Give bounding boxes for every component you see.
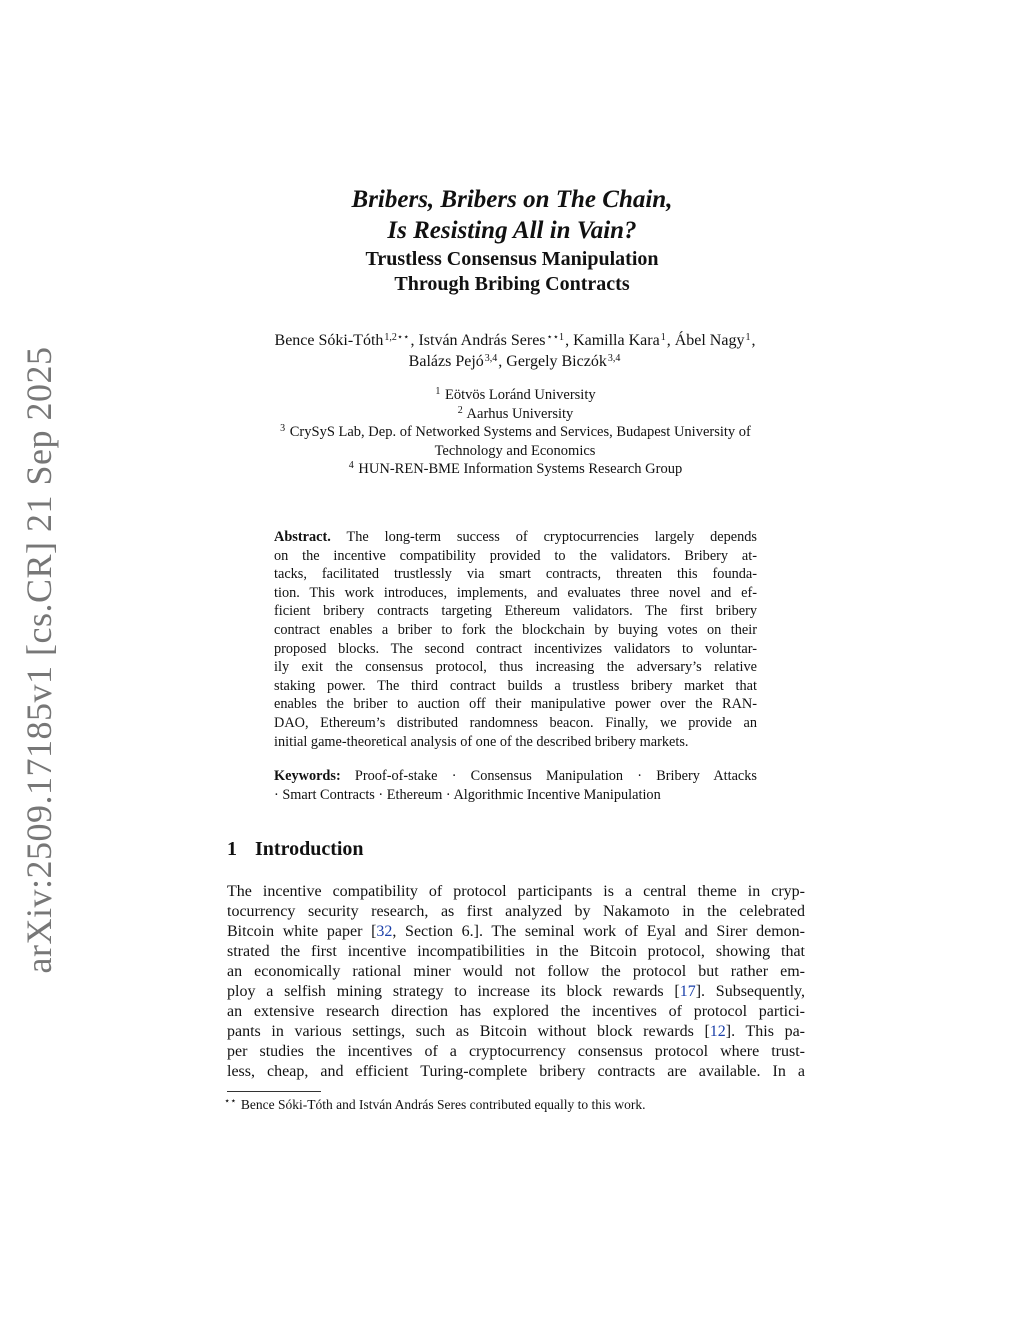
keywords-line <box>274 767 757 786</box>
abstract-line: on the incentive compatibility provided to the validators. Bribery at- <box>274 547 757 564</box>
author-name: Bence Sóki-Tóth <box>274 332 384 349</box>
body-line: tocurrency security research, as first analyzed by Nakamoto in the celebrated <box>227 903 805 920</box>
keywords-label: Keywords: <box>274 768 341 784</box>
body-line: an economically rational miner would not follow the protocol but rather em- <box>227 963 805 980</box>
citation-link[interactable]: 12 <box>709 1023 726 1040</box>
keywords-text: Proof-of-stake · Consensus Manipulation · Bribery Attacks <box>354 768 757 784</box>
section-number: 1 <box>227 838 237 860</box>
author-separator: , <box>565 332 574 349</box>
affiliation <box>200 442 830 461</box>
affiliation-text: CrySyS Lab, Dep. of Networked Systems and Services, Budapest University of <box>289 424 751 440</box>
section-heading <box>227 838 364 861</box>
author-separator: , <box>410 332 419 349</box>
body-line <box>227 922 805 942</box>
author-name: Kamilla Kara <box>573 332 660 349</box>
affiliation-list <box>200 386 830 479</box>
author-line-1 <box>200 330 830 351</box>
affiliation-number: 3 <box>280 423 286 434</box>
abstract <box>274 528 757 751</box>
body-text: pants in various settings, such as Bitcoin without block rewards [ <box>227 1023 710 1040</box>
affiliation <box>200 386 830 405</box>
author-affiliation-marks: 3,4 <box>484 353 498 364</box>
author-name: Gergely Biczók <box>506 353 607 370</box>
author-affiliation-marks: 1,2⋆⋆ <box>384 332 410 343</box>
body-text: , Section 6.]. The seminal work of Eyal and Sirer demon- <box>392 923 806 940</box>
author-separator: , <box>666 332 675 349</box>
affiliation-text: Eötvös Loránd University <box>445 387 596 403</box>
body-line: less, cheap, and efficient Turing-complete bribery contracts are available. In a <box>227 1063 805 1080</box>
author-list <box>200 330 830 372</box>
footnote-rule <box>227 1091 321 1092</box>
abstract-line <box>274 528 757 547</box>
abstract-line: staking power. The third contract builds a trustless bribery market that <box>274 677 757 694</box>
title-block <box>0 184 1024 296</box>
abstract-line: DAO, Ethereum’s distributed randomness beacon. Finally, we provide an <box>274 714 757 731</box>
author-affiliation-marks: ⋆⋆1 <box>546 332 565 343</box>
abstract-line: ily exit the consensus protocol, thus increasing the adversary’s relative <box>274 659 757 676</box>
abstract-line: enables the briber to auction off their manipulative power over the RAN- <box>274 696 757 713</box>
affiliation-text: Aarhus University <box>466 405 574 422</box>
abstract-line: tion. This work introduces, implements, and evaluates three novel and ef- <box>274 584 757 601</box>
abstract-line: proposed blocks. The second contract incentivizes validators to voluntar- <box>274 640 757 657</box>
affiliation-number: 4 <box>348 460 354 471</box>
author-name: Ábel Nagy <box>674 332 745 349</box>
body-text: ploy a selfish mining strategy to increase its block rewards [ <box>227 983 680 1000</box>
body-text: Bitcoin white paper [ <box>227 923 377 940</box>
author-name: István András Seres <box>418 332 546 349</box>
abstract-line: contract enables a briber to fork the blockchain by buying votes on their <box>274 621 757 638</box>
body-line: per studies the incentives of a cryptocurrency consensus protocol where trust- <box>227 1043 805 1060</box>
author-affiliation-marks: 3,4 <box>607 353 621 364</box>
author-name: Balázs Pejó <box>408 353 484 370</box>
body-text: ]. This pa- <box>725 1023 805 1040</box>
affiliation-text: HUN-REN-BME Information Systems Research Group <box>358 461 683 477</box>
body-line: strated the first incentive incompatibilities in the Bitcoin protocol, showing that <box>227 943 805 960</box>
affiliation-number: 2 <box>457 404 463 416</box>
abstract-line: ficient bribery contracts targeting Ethereum validators. The first bribery <box>274 603 757 620</box>
arxiv-identifier: arXiv:2509.17185v1 [cs.CR] 21 Sep 2025 <box>19 346 59 974</box>
body-line <box>227 1022 805 1042</box>
body-paragraph <box>227 882 805 1082</box>
footnote-text: Bence Sóki-Tóth and István András Seres contributed equally to this work. <box>240 1097 646 1112</box>
paper-subtitle-line-1: Trustless Consensus Manipulation <box>365 248 659 270</box>
keywords-line: · Smart Contracts · Ethereum · Algorithmic Incentive Manipulation <box>274 786 661 803</box>
abstract-line: initial game-theoretical analysis of one of the described bribery markets. <box>274 733 689 750</box>
keywords <box>274 767 757 804</box>
author-affiliation-marks: 1 <box>660 332 666 343</box>
body-text: ]. Subsequently, <box>695 983 805 1000</box>
abstract-line: tacks, facilitated trustlessly via smart contracts, threaten this founda- <box>274 566 757 583</box>
affiliation <box>200 460 830 479</box>
author-separator: , <box>751 332 756 349</box>
section-title: Introduction <box>255 838 364 860</box>
body-line: The incentive compatibility of protocol participants is a central theme in cryp- <box>227 883 805 900</box>
author-line-2 <box>200 351 830 372</box>
paper-title-line-2: Is Resisting All in Vain? <box>387 217 637 244</box>
affiliation <box>200 405 830 424</box>
paper-subtitle-line-2: Through Bribing Contracts <box>394 273 630 295</box>
author-affiliation-marks: 1 <box>745 332 751 343</box>
affiliation-number: 1 <box>435 386 441 397</box>
paper-title-line-1: Bribers, Bribers on The Chain, <box>351 186 673 213</box>
abstract-text: The long-term success of cryptocurrencies largely depends <box>346 529 757 545</box>
affiliation <box>200 423 830 442</box>
abstract-label: Abstract. <box>274 529 331 545</box>
affiliation-text: Technology and Economics <box>434 442 596 459</box>
citation-link[interactable]: 17 <box>679 983 696 1000</box>
author-separator: , <box>498 353 507 370</box>
body-line <box>227 982 805 1002</box>
citation-link[interactable]: 32 <box>376 923 393 940</box>
footnote-mark: ⋆⋆ <box>224 1096 237 1107</box>
body-line: an extensive research direction has explored the incentives of protocol partici- <box>227 1003 805 1020</box>
footnote <box>223 1096 645 1113</box>
